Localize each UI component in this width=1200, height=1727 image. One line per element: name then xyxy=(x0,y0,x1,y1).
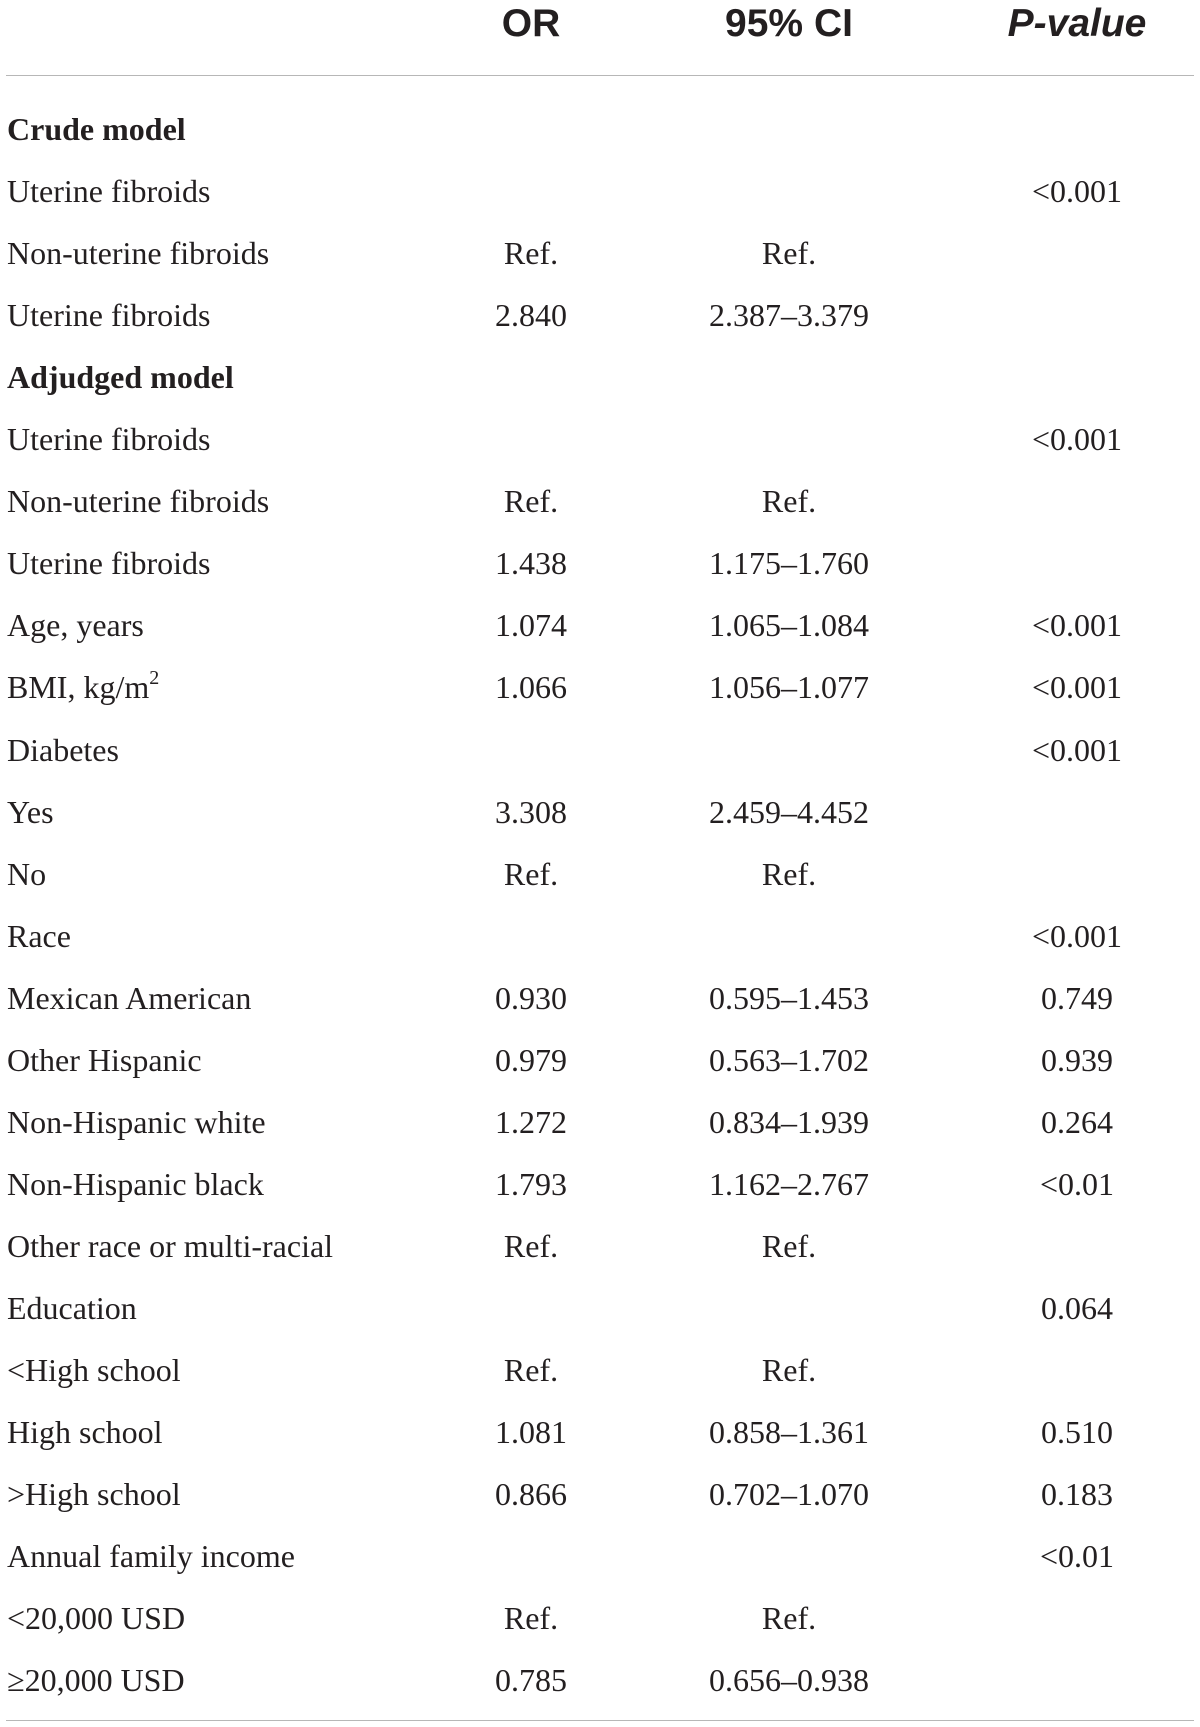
ci-cell: 1.162–2.767 xyxy=(709,1165,869,1202)
ci-cell: 0.656–0.938 xyxy=(709,1662,869,1699)
header-rule xyxy=(6,75,1194,76)
row-label xyxy=(7,967,251,1029)
row-label-text: Non-uterine fibroids xyxy=(7,483,270,520)
row-label xyxy=(7,781,54,843)
or-cell: 0.979 xyxy=(495,1041,567,1078)
or-cell: Ref. xyxy=(503,1600,559,1637)
table-row xyxy=(0,781,1200,843)
ci-cell: Ref. xyxy=(761,483,817,520)
row-label-text: Mexican American xyxy=(7,979,252,1016)
table-row xyxy=(0,656,1200,718)
table-row xyxy=(0,1339,1200,1401)
or-cell: Ref. xyxy=(503,1352,559,1388)
p-value-cell: 0.749 xyxy=(1041,979,1113,1016)
section-row xyxy=(0,346,1200,408)
p-value-cell: <0.001 xyxy=(1031,731,1123,768)
or-cell: 0.785 xyxy=(495,1662,567,1699)
or-cell: Ref. xyxy=(503,1227,559,1264)
or-cell: 3.308 xyxy=(495,793,567,830)
header-p-value: P-value xyxy=(1007,2,1147,45)
row-label-text: High school xyxy=(7,1414,163,1451)
p-value-cell: 0.264 xyxy=(1041,1103,1113,1140)
row-label-text: Yes xyxy=(7,793,54,830)
table-row xyxy=(0,1215,1200,1277)
row-label xyxy=(7,1525,295,1587)
section-row xyxy=(0,98,1200,160)
or-cell: 1.793 xyxy=(495,1165,567,1202)
ci-cell: Ref. xyxy=(761,1352,817,1388)
p-value-cell: <0.001 xyxy=(1031,669,1123,706)
header-ci: 95% CI xyxy=(725,2,853,45)
or-cell: 1.272 xyxy=(495,1103,567,1140)
row-label-text: Non-Hispanic white xyxy=(7,1103,266,1140)
table-row xyxy=(0,470,1200,532)
or-cell: 1.081 xyxy=(495,1414,567,1451)
header-or: OR xyxy=(501,2,561,45)
ci-cell: 0.595–1.453 xyxy=(709,979,869,1016)
p-value-cell: <0.001 xyxy=(1031,421,1123,458)
or-cell: Ref. xyxy=(503,855,559,892)
or-cell: 1.438 xyxy=(495,545,567,582)
row-label-text: <High school xyxy=(7,1352,181,1388)
row-label xyxy=(7,1215,333,1277)
row-label-text: Uterine fibroids xyxy=(7,297,211,334)
ci-cell: Ref. xyxy=(761,1600,817,1637)
row-label xyxy=(7,284,211,346)
table-row xyxy=(0,284,1200,346)
row-label-text: Education xyxy=(7,1289,137,1326)
row-label-text: Uterine fibroids xyxy=(7,173,211,210)
p-value-cell: 0.183 xyxy=(1041,1476,1113,1513)
row-label xyxy=(7,1339,181,1401)
row-label-text: ≥20,000 USD xyxy=(7,1662,185,1699)
ci-cell: 2.459–4.452 xyxy=(709,793,869,830)
ci-cell: 0.563–1.702 xyxy=(709,1041,869,1078)
or-cell: 2.840 xyxy=(495,297,567,334)
row-label-text: Race xyxy=(7,917,71,954)
table-row xyxy=(0,1587,1200,1649)
row-label xyxy=(7,1587,185,1649)
p-value-cell: <0.01 xyxy=(1039,1165,1115,1202)
table-row xyxy=(0,532,1200,594)
p-value-cell: 0.510 xyxy=(1041,1414,1113,1451)
p-value-cell: <0.001 xyxy=(1031,173,1123,210)
ci-cell: 0.834–1.939 xyxy=(709,1103,869,1140)
row-label xyxy=(7,532,211,594)
row-label-text: <20,000 USD xyxy=(7,1600,186,1637)
table-header xyxy=(0,0,1200,50)
table-row xyxy=(0,1153,1200,1215)
p-value-cell: <0.001 xyxy=(1031,607,1123,644)
row-label xyxy=(7,843,46,905)
row-label-text: Adjudged model xyxy=(7,359,234,396)
section-label xyxy=(7,98,186,160)
row-label-text: Uterine fibroids xyxy=(7,421,211,458)
or-cell: 1.074 xyxy=(495,607,567,644)
row-label xyxy=(7,408,211,470)
row-label xyxy=(7,656,159,718)
row-label-text: Non-Hispanic black xyxy=(7,1165,264,1202)
table-row xyxy=(0,967,1200,1029)
table-row xyxy=(0,905,1200,967)
table-row xyxy=(0,1649,1200,1711)
table-row xyxy=(0,1463,1200,1525)
row-label xyxy=(7,470,269,532)
row-label xyxy=(7,160,211,222)
row-label-text: Uterine fibroids xyxy=(7,545,211,582)
or-cell: 0.930 xyxy=(495,979,567,1016)
row-label-superscript: 2 xyxy=(149,667,160,690)
ci-cell: Ref. xyxy=(761,1227,817,1264)
row-label xyxy=(7,1277,137,1339)
row-label-text: No xyxy=(7,855,47,892)
row-label xyxy=(7,719,119,781)
table-row xyxy=(0,408,1200,470)
table-row xyxy=(0,1401,1200,1463)
ci-cell: 2.387–3.379 xyxy=(709,297,869,334)
row-label-text: Annual family income xyxy=(7,1538,295,1575)
ci-cell: Ref. xyxy=(761,235,817,272)
p-value-cell: <0.01 xyxy=(1039,1538,1115,1575)
table-row xyxy=(0,1277,1200,1339)
row-label-text: Age, years xyxy=(7,607,144,644)
table-row xyxy=(0,594,1200,656)
row-label-text: Non-uterine fibroids xyxy=(7,235,270,272)
ci-cell: Ref. xyxy=(761,855,817,892)
row-label xyxy=(7,594,144,656)
table-row xyxy=(0,843,1200,905)
or-cell: Ref. xyxy=(503,483,559,520)
ci-cell: 1.175–1.760 xyxy=(709,545,869,582)
row-label xyxy=(7,1463,181,1525)
row-label xyxy=(7,1153,264,1215)
ci-cell: 0.858–1.361 xyxy=(709,1414,869,1451)
ci-cell: 1.056–1.077 xyxy=(709,669,869,706)
ci-cell: 1.065–1.084 xyxy=(709,607,869,644)
table-row xyxy=(0,160,1200,222)
row-label xyxy=(7,1029,202,1091)
row-label xyxy=(7,222,269,284)
row-label-text: Other Hispanic xyxy=(7,1041,202,1078)
or-cell: Ref. xyxy=(503,235,559,272)
row-label-text: Other race or multi-racial xyxy=(7,1227,334,1264)
row-label-text: Diabetes xyxy=(7,731,119,768)
p-value-cell: 0.064 xyxy=(1041,1289,1113,1326)
table-row xyxy=(0,1029,1200,1091)
row-label xyxy=(7,1649,185,1711)
bottom-rule xyxy=(6,1720,1194,1721)
row-label xyxy=(7,905,71,967)
ci-cell: 0.702–1.070 xyxy=(709,1476,869,1513)
p-value-cell: <0.001 xyxy=(1031,917,1123,954)
or-cell: 0.866 xyxy=(495,1476,567,1513)
table-row xyxy=(0,222,1200,284)
p-value-cell: 0.939 xyxy=(1041,1041,1113,1078)
section-label xyxy=(7,346,234,408)
row-label-text: >High school xyxy=(7,1476,181,1513)
table-row xyxy=(0,1525,1200,1587)
or-cell: 1.066 xyxy=(495,669,567,706)
row-label-text: Crude model xyxy=(7,111,186,147)
table-row xyxy=(0,1091,1200,1153)
table-row xyxy=(0,719,1200,781)
row-label-text: BMI, kg/m xyxy=(7,669,150,706)
row-label xyxy=(7,1401,163,1463)
row-label xyxy=(7,1091,266,1153)
